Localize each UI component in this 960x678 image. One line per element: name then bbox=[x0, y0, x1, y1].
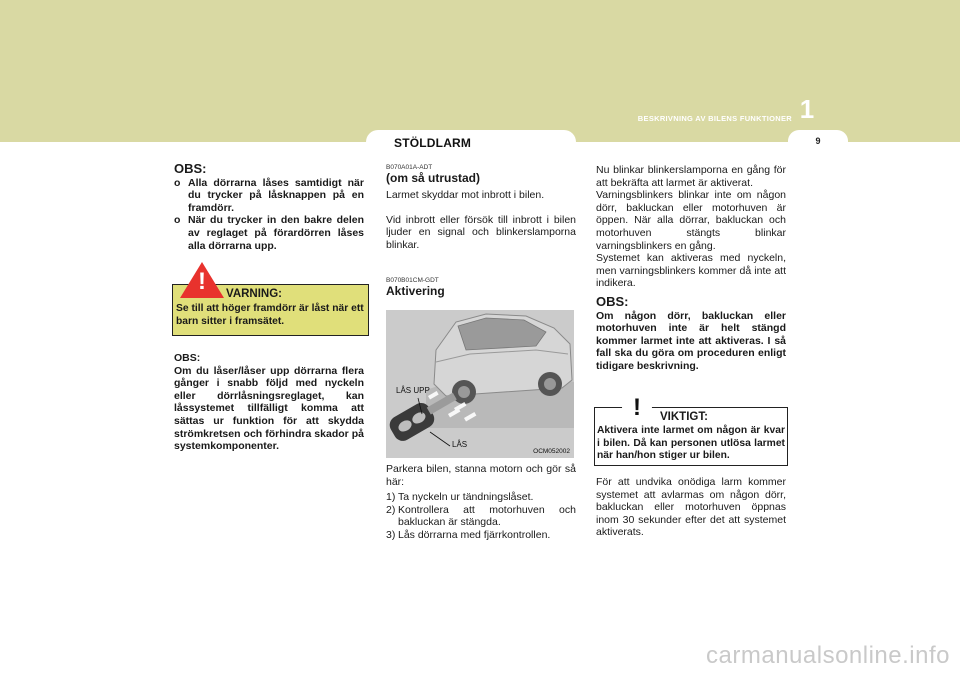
chapter-number: 1 bbox=[799, 94, 815, 124]
paragraph: För att undvika onödiga larm kommer systemet att avlarmas om någon dörr, bakluckan eller motorhuven öppnas inom 30 sekunder efter det att systemet aktiverats. bbox=[596, 476, 786, 539]
label-lock: LÅS bbox=[452, 440, 468, 449]
list-item-text: Alla dörrarna låses samtidigt när du trycker på låsknappen på en framdörr. bbox=[188, 176, 364, 214]
step-text: Ta nyckeln ur tändningslåset. bbox=[398, 491, 534, 504]
section-title: STÖLDLARM bbox=[394, 136, 472, 150]
step-number: 3) bbox=[386, 528, 396, 541]
obs-heading: OBS: bbox=[596, 293, 629, 309]
column-left bbox=[174, 163, 364, 252]
list-item bbox=[174, 177, 364, 215]
warning-title: VARNING: bbox=[226, 288, 283, 300]
chapter-title: BESKRIVNING AV BILENS FUNKTIONER bbox=[637, 114, 792, 123]
label-unlock: LÅS UPP bbox=[396, 386, 430, 395]
column-right bbox=[596, 164, 786, 373]
bullet: o bbox=[174, 176, 181, 189]
important-text: Aktivera inte larmet om någon är kvar i bilen. Då kan personen utlösa larmet när han/hon stiger ur bilen. bbox=[597, 425, 785, 461]
obs-text: Om någon dörr, bakluckan eller motorhuven inte är helt stängd kommer larmet inte att aktiveras. I så fall ska du göra om proceduren enligt tidigare beskrivning. bbox=[596, 309, 786, 372]
important-title: VIKTIGT: bbox=[660, 411, 708, 423]
bullet: o bbox=[174, 214, 181, 227]
obs2-text: Om du låser/låser upp dörrarna flera gånger i snabb följd med nyckeln eller dörrlåsningsreglaget, kan låssystemet tillfälligt komma att sättas ur funktion för att skydda strömkretsen och förhindra skador på systemkomponenter. bbox=[174, 364, 364, 453]
obs2-heading: OBS: bbox=[174, 352, 201, 364]
obs2-block bbox=[174, 352, 364, 453]
list-item bbox=[386, 504, 576, 529]
section-code: B070B01CM-GDT bbox=[386, 277, 439, 285]
watermark: carmanualsonline.info bbox=[706, 642, 950, 669]
figure-code: OCM052002 bbox=[533, 448, 570, 455]
step-number: 1) bbox=[386, 491, 396, 504]
list-item bbox=[386, 529, 576, 542]
warning-exclamation-icon: ! bbox=[198, 268, 206, 295]
paragraph: Systemet kan aktiveras med nyckeln, men varningsblinkers kommer då inte att indikera. bbox=[596, 252, 786, 290]
step-number: 2) bbox=[386, 503, 396, 516]
activation-steps bbox=[386, 463, 576, 542]
car-remote-illustration bbox=[386, 310, 574, 458]
paragraph: Larmet skyddar mot inbrott i bilen. bbox=[386, 189, 545, 201]
exclamation-icon: ! bbox=[622, 393, 652, 423]
subheading: (om så utrustad) bbox=[386, 171, 481, 185]
illustration-car-remote bbox=[386, 310, 574, 458]
paragraph: Varningsblinkers blinkar inte om någon dörr, bakluckan eller motorhuven är öppen. När alla dörrar, bakluckan och motorhuven stängts blinkar varningsblinkers en gång. bbox=[596, 189, 786, 252]
list-item bbox=[386, 491, 576, 504]
list-item bbox=[174, 214, 364, 252]
step-text: Kontrollera att motorhuven och bakluckan är stängda. bbox=[398, 503, 576, 529]
page-number: 9 bbox=[815, 136, 821, 146]
steps-list bbox=[386, 491, 576, 541]
obs-list bbox=[174, 177, 364, 253]
column-middle bbox=[386, 164, 576, 302]
subheading: Aktivering bbox=[386, 284, 445, 299]
paragraph: Vid inbrott eller försök till inbrott i bilen ljuder en signal och blinkerslamporna blinkar. bbox=[386, 213, 576, 251]
obs-heading: OBS: bbox=[174, 161, 207, 176]
paragraph: Nu blinkar blinkerslamporna en gång för att bekräfta att larmet är aktiverat. bbox=[596, 164, 786, 189]
list-item-text: När du trycker in den bakre delen av reglaget på förardörren låses alla dörrarna upp. bbox=[188, 214, 364, 252]
section-code: B070A01A-ADT bbox=[386, 164, 433, 171]
step-text: Lås dörrarna med fjärrkontrollen. bbox=[398, 528, 551, 541]
paragraph: Parkera bilen, stanna motorn och gör så här: bbox=[386, 463, 576, 488]
warning-text: Se till att höger framdörr är låst när ett barn sitter i framsätet. bbox=[176, 303, 364, 327]
